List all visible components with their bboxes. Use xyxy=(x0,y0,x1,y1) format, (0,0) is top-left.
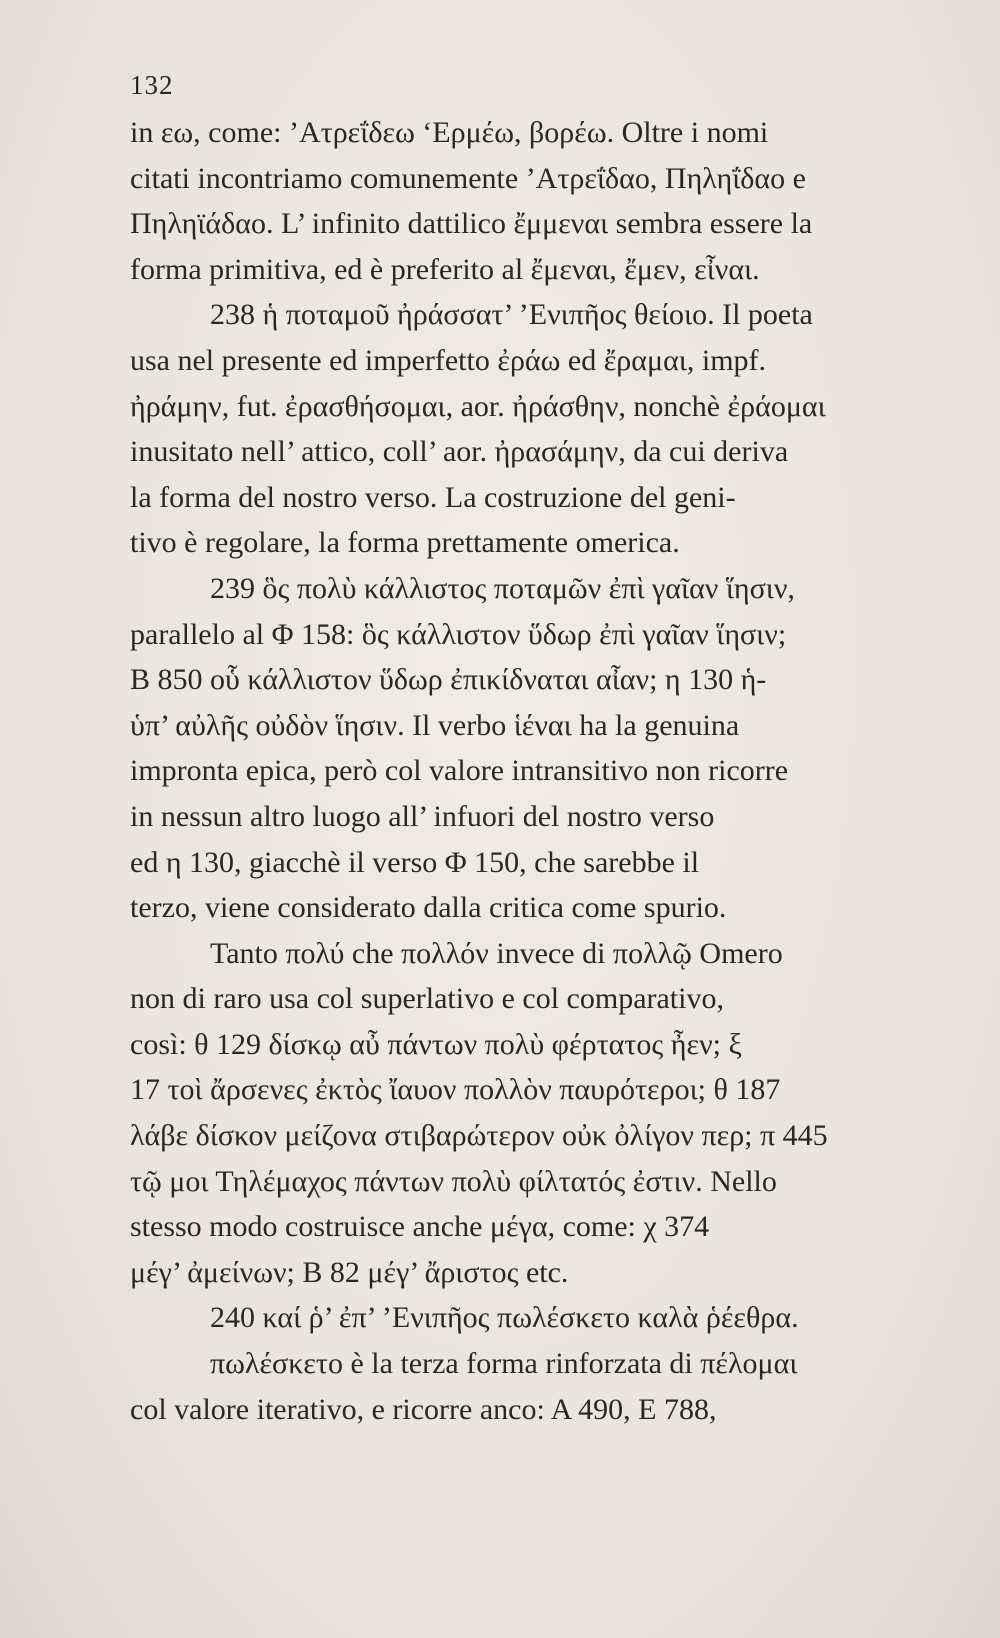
text-line: 17 τοὶ ἄρσενες ἐκτὸς ἴαυον πολλὸν παυρότεροι; θ 187 xyxy=(130,1073,781,1107)
text-line: in nessun altro luogo all’ infuori del nostro verso xyxy=(130,799,715,833)
text-line: λάβε δίσκον μείζονα στιβαρώτερον οὐκ ὀλίγον περ; π 445 xyxy=(130,1119,828,1153)
text-line: 240 καί ῥ’ ἐπ’ ’Ενιπῆος πωλέσκετο καλὰ ῥέεθρα. xyxy=(210,1301,799,1335)
text-line: col valore iterativo, e ricorre anco: A 490, E 788, xyxy=(130,1392,717,1426)
text-line: ἠράμην, fut. ἐρασθήσομαι, aor. ἠράσθην, nonchè ἐράομαι xyxy=(130,389,826,423)
text-line: τῷ μοι Τηλέμαχος πάντων πολὺ φίλτατός ἐστιν. Nello xyxy=(130,1164,777,1198)
body-text xyxy=(130,110,920,1432)
text-line: citati incontriamo comunemente ’Ατρεΐδαο, Πηληΐδαο e xyxy=(130,161,806,195)
text-line: stesso modo costruisce anche μέγα, come: χ 374 xyxy=(130,1210,710,1244)
text-line: inusitato nell’ attico, coll’ aor. ἠρασάμην, da cui deriva xyxy=(130,435,789,469)
text-line: μέγ’ ἀμείνων; B 82 μέγ’ ἄριστος etc. xyxy=(130,1255,569,1289)
text-line: tivo è regolare, la forma prettamente omerica. xyxy=(130,526,680,560)
text-line: non di raro usa col superlativo e col comparativo, xyxy=(130,982,724,1016)
text-line: usa nel presente ed imperfetto ἐράω ed ἔραμαι, impf. xyxy=(130,343,767,377)
text-line: ed η 130, giacchè il verso Φ 150, che sarebbe il xyxy=(130,845,700,879)
text-line: parallelo al Φ 158: ὃς κάλλιστον ὕδωρ ἐπὶ γαῖαν ἵησιν; xyxy=(130,617,787,651)
text-line: πωλέσκετο è la terza forma rinforzata di πέλομαι xyxy=(210,1347,798,1381)
text-line: impronta epica, però col valore intransitivo non ricorre xyxy=(130,754,789,788)
text-line: così: θ 129 δίσκῳ αὖ πάντων πολὺ φέρτατος ἦεν; ξ xyxy=(130,1027,742,1061)
text-line: Tanto πολύ che πολλόν invece di πολλῷ Omero xyxy=(210,936,783,970)
text-line: 239 ὃς πολὺ κάλλιστος ποταμῶν ἐπὶ γαῖαν ἵησιν, xyxy=(210,571,795,605)
text-line: ὑπ’ αὐλῆς οὐδὸν ἵησιν. Il verbo ἱέναι ha la genuina xyxy=(130,708,740,742)
text-line: terzo, viene considerato dalla critica come spurio. xyxy=(130,891,727,925)
text-line: la forma del nostro verso. La costruzione del geni- xyxy=(130,480,736,514)
text-line: Πηληϊάδαο. L’ infinito dattilico ἔμμεναι sembra essere la xyxy=(130,207,813,241)
page-number: 132 xyxy=(130,70,174,100)
text-line: forma primitiva, ed è preferito al ἔμεναι, ἔμεν, εἶναι. xyxy=(130,252,760,286)
text-line: in εω, come: ’Ατρεΐδεω ‘Ερμέω, βορέω. Oltre i nomi xyxy=(130,116,769,149)
text-line: B 850 οὗ κάλλιστον ὕδωρ ἐπικίδναται αἶαν; η 130 ἡ- xyxy=(130,663,767,697)
text-line: 238 ἡ ποταμοῦ ἠράσσατ’ ’Ενιπῆος θείοιο. Il poeta xyxy=(210,298,813,332)
